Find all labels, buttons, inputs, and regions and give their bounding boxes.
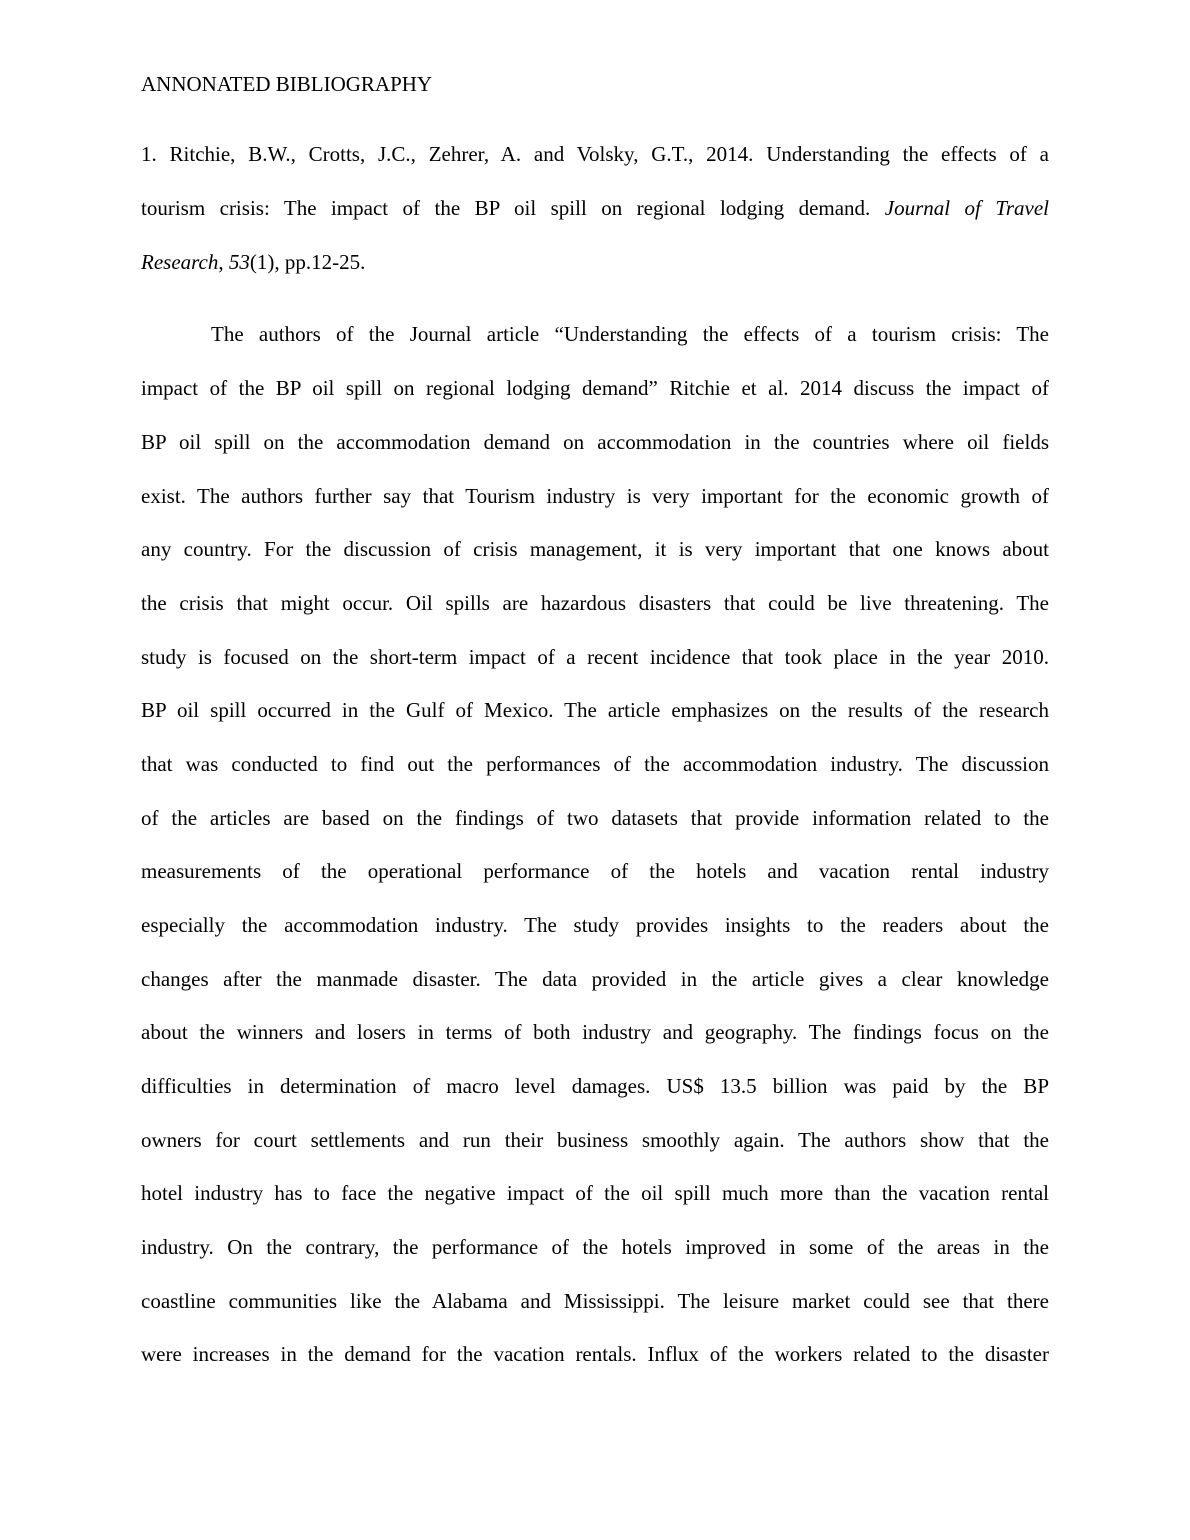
annotation-line: hotel industry has to face the negative impact of the oil spill much more than the vacation rental <box>141 1181 1049 1205</box>
citation-line-1: 1. Ritchie, B.W., Crotts, J.C., Zehrer, A. and Volsky, G.T., 2014. Understanding the effects of a <box>141 142 1049 166</box>
annotation-line: of the articles are based on the findings of two datasets that provide information related to the <box>141 806 1049 830</box>
annotation-line: any country. For the discussion of crisis management, it is very important that one knows about <box>141 537 1049 561</box>
annotation-line: difficulties in determination of macro level damages. US$ 13.5 billion was paid by the BP <box>141 1074 1049 1098</box>
annotation-line: BP oil spill occurred in the Gulf of Mexico. The article emphasizes on the results of the research <box>141 698 1049 722</box>
citation-separator: , <box>218 250 229 274</box>
annotation-line: BP oil spill on the accommodation demand on accommodation in the countries where oil fields <box>141 430 1049 454</box>
annotation-line: measurements of the operational performance of the hotels and vacation rental industry <box>141 859 1049 883</box>
citation-title-tail: tourism crisis: The impact of the BP oil spill on regional lodging demand. <box>141 196 871 220</box>
annotation-line: that was conducted to find out the performances of the accommodation industry. The discussion <box>141 752 1049 776</box>
annotation-line: The authors of the Journal article “Understanding the effects of a tourism crisis: The <box>211 322 1049 346</box>
annotation-line: owners for court settlements and run their business smoothly again. The authors show that the <box>141 1128 1049 1152</box>
annotation-line: were increases in the demand for the vacation rentals. Influx of the workers related to the disaster <box>141 1342 1049 1366</box>
annotation-line: the crisis that might occur. Oil spills are hazardous disasters that could be live threatening. The <box>141 591 1049 615</box>
annotation-line: industry. On the contrary, the performance of the hotels improved in some of the areas in the <box>141 1235 1049 1259</box>
annotation-line: changes after the manmade disaster. The data provided in the article gives a clear knowledge <box>141 967 1049 991</box>
citation-issue-pages: (1), pp.12-25. <box>249 250 366 274</box>
running-head: ANNONATED BIBLIOGRAPHY <box>141 72 433 96</box>
journal-name-part-1: Journal of Travel <box>884 196 1050 220</box>
annotation-line: coastline communities like the Alabama and Mississippi. The leisure market could see that there <box>141 1289 1049 1313</box>
citation-line-3 <box>141 247 1049 277</box>
citation-line-2 <box>141 193 1049 223</box>
annotation-line: impact of the BP oil spill on regional lodging demand” Ritchie et al. 2014 discuss the impact of <box>141 376 1049 400</box>
annotation-line: exist. The authors further say that Tourism industry is very important for the economic growth of <box>141 484 1049 508</box>
annotation-line: study is focused on the short-term impact of a recent incidence that took place in the year 2010. <box>141 645 1049 669</box>
annotation-line: especially the accommodation industry. The study provides insights to the readers about the <box>141 913 1049 937</box>
journal-volume: 53 <box>228 250 250 274</box>
annotation-line: about the winners and losers in terms of both industry and geography. The findings focus on the <box>141 1020 1049 1044</box>
journal-name-part-2: Research <box>141 250 219 274</box>
